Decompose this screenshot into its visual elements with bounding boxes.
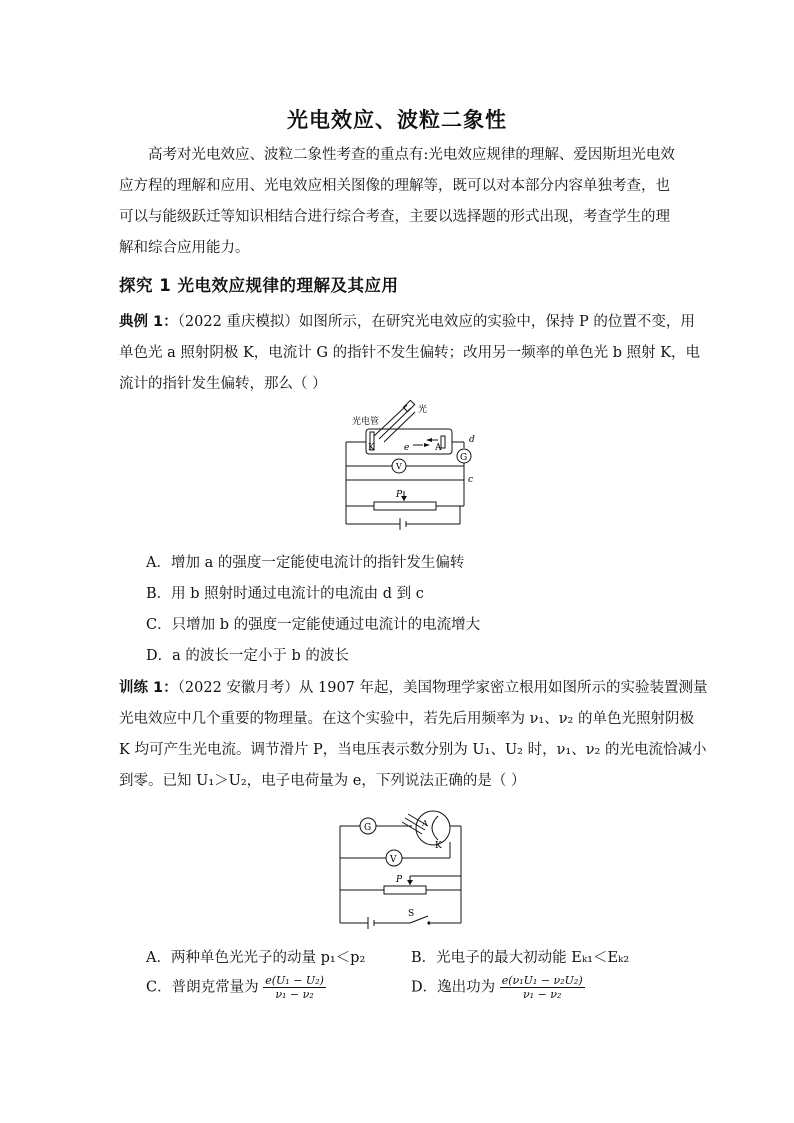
k-label: K (368, 443, 375, 453)
e-label: e (404, 443, 410, 453)
option-c-fraction (263, 974, 326, 1001)
training-1-line-2: 光电效应中几个重要的物理量。在这个实验中，若先后用频率为 ν₁、ν₂ 的单色光照射阴极 (119, 711, 694, 727)
v-label-2: V (390, 855, 397, 865)
training-1-label: 训练 1： (119, 680, 178, 696)
training-1-line-4: 到零。已知 U₁＞U₂，电子电荷量为 e，下列说法正确的是（ ） (119, 773, 526, 789)
k-label-2: K (435, 841, 442, 851)
training-1-line-3: K 均可产生光电流。调节滑片 P，当电压表示数分别为 U₁、U₂ 时，ν₁、ν₂ 的光电流恰减小 (119, 742, 707, 758)
light-label: 光 (418, 405, 428, 415)
example-1-option-d[interactable]: D．a 的波长一定小于 b 的波长 (146, 648, 349, 664)
example-1-label: 典例 1： (119, 314, 178, 330)
training-1-option-a[interactable]: A．两种单色光光子的动量 p₁＜p₂ (146, 950, 366, 966)
option-d-fraction (500, 974, 585, 1001)
anode (441, 436, 445, 448)
training-1-option-d[interactable] (411, 974, 585, 1001)
training-1-option-b[interactable]: B．光电子的最大初动能 Eₖ₁＜Eₖ₂ (411, 950, 630, 966)
a-label: A (435, 443, 442, 453)
option-c-denominator: ν₁ − ν₂ (275, 988, 314, 1001)
c-label: c (468, 475, 474, 485)
p-label: P (396, 490, 403, 500)
v-label: V (396, 462, 402, 471)
rheostat-2 (384, 886, 426, 894)
intro-paragraph: 高考对光电效应、波粒二象性考查的重点有:光电效应规律的理解、爱因斯坦光电效应方程的理解和应用、光电效应相关图像的理解等，既可以对本部分内容单独考查，也可以与能级跃迁等知识相结合进行综合考查，主要以选择题的形式出现，考查学生的理解和综合应用能力。 (119, 147, 675, 256)
example-1-option-a[interactable]: A．增加 a 的强度一定能使电流计的指针发生偏转 (146, 555, 465, 571)
rheostat (374, 502, 436, 510)
option-d-denominator: ν₁ − ν₂ (522, 988, 562, 1001)
training-1-line-1 (119, 676, 708, 697)
example-1-option-b[interactable]: B．用 b 照射时通过电流计的电流由 d 到 c (146, 586, 424, 602)
a-label-2: A (422, 819, 428, 828)
example-1-line-3: 流计的指针发生偏转，那么（ ） (119, 376, 327, 392)
option-c-prefix: C．普朗克常量为 (146, 979, 259, 996)
section-heading: 探究 1 光电效应规律的理解及其应用 (119, 276, 399, 295)
g-label-2: G (364, 823, 372, 833)
example-1-option-c[interactable]: C．只增加 b 的强度一定能使通过电流计的电流增大 (146, 617, 481, 633)
s-label: S (408, 909, 415, 919)
photoelectric-circuit-diagram (330, 400, 490, 535)
p-label-2: P (396, 875, 403, 885)
option-c-numerator: e(U₁ − U₂) (265, 974, 324, 987)
option-d-prefix: D．逸出功为 (411, 979, 496, 996)
tube-label: 光电管 (352, 417, 380, 427)
training-1-text-1: （2022 安徽月考）从 1907 年起，美国物理学家密立根用如图所示的实验装置测量 (177, 680, 708, 696)
g-label: G (460, 453, 468, 463)
millikan-circuit-diagram (330, 806, 470, 936)
example-1-line-2: 单色光 a 照射阴极 K，电流计 G 的指针不发生偏转；改用另一频率的单色光 b 照射 K，电 (119, 345, 701, 361)
example-1-line-1 (119, 310, 695, 331)
d-label: d (469, 435, 475, 445)
training-1-option-c[interactable] (146, 974, 326, 1001)
page-title: 光电效应、波粒二象性 (287, 108, 507, 132)
option-d-numerator: e(ν₁U₁ − ν₂U₂) (501, 974, 583, 987)
example-1-text-1: （2022 重庆模拟）如图所示，在研究光电效应的实验中，保持 P 的位置不变，用 (177, 314, 695, 330)
